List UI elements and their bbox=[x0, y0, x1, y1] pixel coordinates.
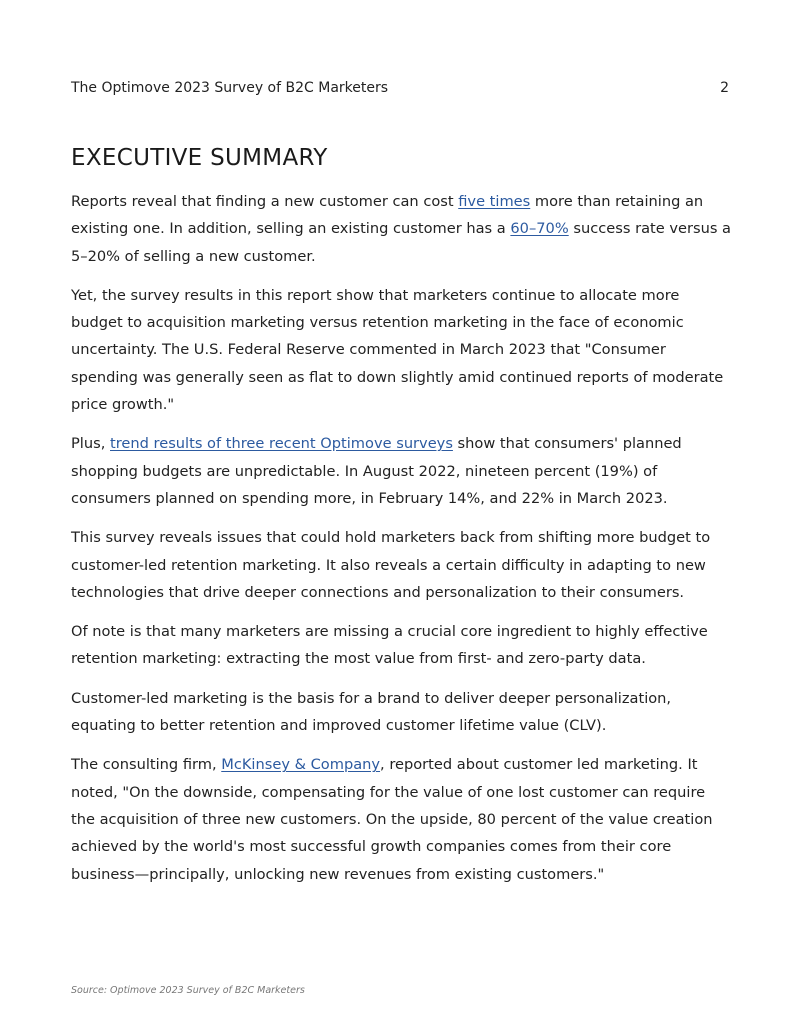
paragraph-5: Of note is that many marketers are missing a crucial core ingredient to highly effective retention marketing: extracting the most value from first- and zero-party data. bbox=[71, 623, 708, 668]
document-body bbox=[71, 188, 733, 900]
paragraph-4: This survey reveals issues that could hold marketers back from shifting more budget to customer-led retention marketing. It also reveals a certain difficulty in adapting to new technologies that drive deeper connections and personalization to their consumers. bbox=[71, 529, 711, 601]
paragraph-2: Yet, the survey results in this report show that marketers continue to allocate more budget to acquisition marketing versus retention marketing in the face of economic uncertainty. The U.S. Federal Reserve commented in March 2023 that "Consumer spending was generally seen as flat to down slightly amid continued reports of moderate price growth." bbox=[71, 286, 724, 414]
document-title: The Optimove 2023 Survey of B2C Marketers bbox=[71, 80, 389, 96]
paragraph-7: The consulting firm, McKinsey & Company, reported about customer led marketing. It noted, "On the downside, compensating for the value of one lost customer can require the acquisition of three new customers. On the upside, 80 percent of the value creation achieved by the world's most successful growth companies comes from their core business—principally, unlocking new revenues from existing customers." bbox=[71, 756, 713, 883]
link-optimove-surveys[interactable]: trend results of three recent Optimove surveys bbox=[110, 435, 453, 453]
paragraph-6: Customer-led marketing is the basis for a brand to deliver deeper personalization, equating to better retention and improved customer lifetime value (CLV). bbox=[71, 689, 672, 735]
link-mckinsey[interactable]: McKinsey & Company bbox=[221, 756, 381, 774]
link-60-70-percent[interactable]: 60–70% bbox=[510, 220, 569, 238]
page-number: 2 bbox=[720, 80, 729, 96]
section-title: EXECUTIVE SUMMARY bbox=[71, 145, 328, 171]
paragraph-1: Reports reveal that finding a new customer can cost five times more than retaining an existing one. In addition, selling an existing customer has a 60–70% success rate versus a 5–20% of selling a new customer. bbox=[71, 193, 732, 265]
page-header bbox=[71, 80, 729, 96]
paragraph-3: Plus, trend results of three recent Optimove surveys show that consumers' planned shopping budgets are unpredictable. In August 2022, nineteen percent (19%) of consumers planned on spending more, in February 14%, and 22% in March 2023. bbox=[71, 435, 682, 507]
link-five-times[interactable]: five times bbox=[458, 193, 531, 210]
source-footnote: Source: Optimove 2023 Survey of B2C Marketers bbox=[71, 985, 305, 996]
